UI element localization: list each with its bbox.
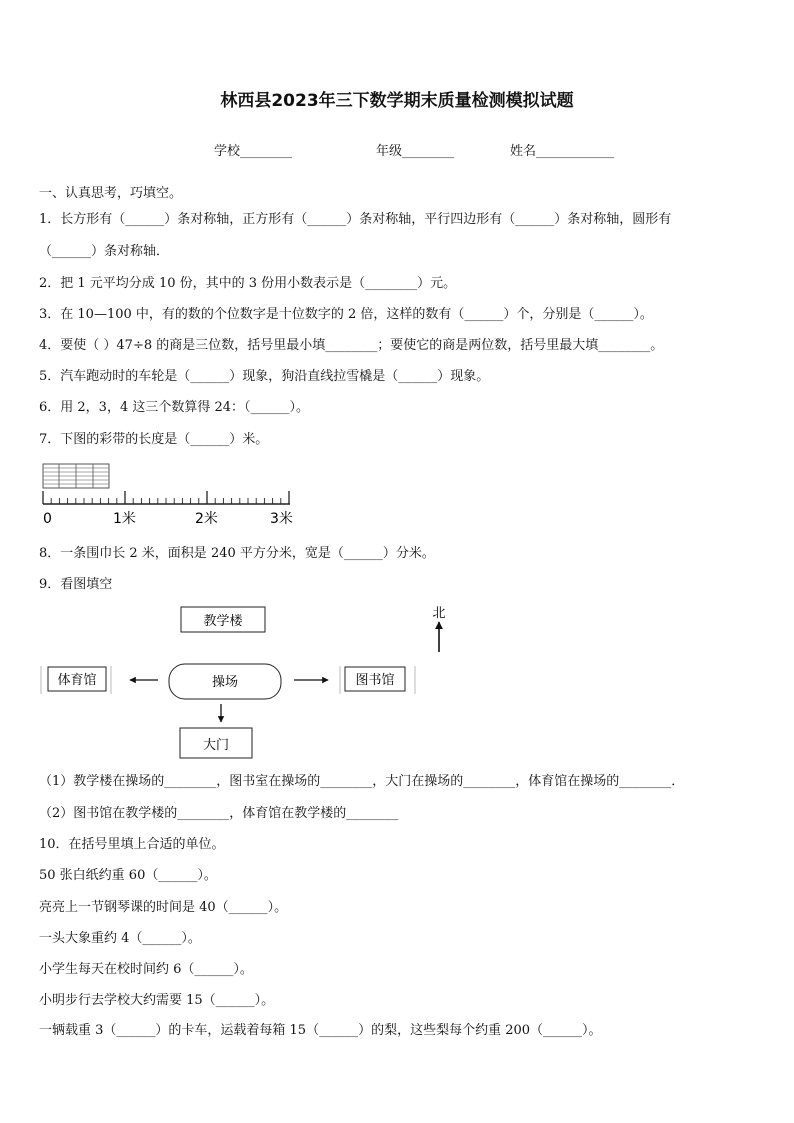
question-1-line-2: （______）条对称轴． (39, 244, 170, 259)
question-10-item: 亮亮上一节钢琴课的时间是 40（______）。 (39, 900, 288, 915)
direction-diagram (38, 600, 458, 765)
ruler-label-0: 0 (43, 511, 52, 527)
ruler-svg (38, 460, 308, 530)
question-10-item: 小学生每天在校时间约 6（______）。 (39, 962, 253, 977)
question-10-item: 一辆载重 3（______）的卡车，运载着每箱 15（______）的梨，这些梨每个约重 200（______）。 (39, 1023, 602, 1038)
ruler-ticks (43, 491, 289, 504)
question-2: 2．把 1 元平均分成 10 份，其中的 3 份用小数表示是（________）元。 (39, 276, 457, 291)
question-10-item: 小明步行去学校大约需要 15（______）。 (39, 993, 275, 1008)
gym-label: 体育馆 (57, 673, 97, 688)
ribbon-graphic (43, 464, 109, 488)
question-7: 7．下图的彩带的长度是（______）米。 (39, 432, 269, 447)
teaching-building-label: 教学楼 (203, 614, 243, 629)
question-3: 3．在 10—100 中，有的数的个位数字是十位数字的 2 倍，这样的数有（______）个，分别是（______）。 (39, 307, 653, 322)
ruler-label-3m: 3米 (270, 511, 293, 527)
library-label: 图书馆 (355, 673, 395, 688)
grade-field-label: 年级________ (376, 144, 455, 159)
ruler-figure (38, 460, 308, 530)
section-heading: 一、认真思考，巧填空。 (39, 186, 183, 201)
north-label: 北 (432, 606, 446, 621)
ruler-label-2m: 2米 (195, 511, 218, 527)
name-field-label: 姓名____________ (510, 144, 615, 159)
page-title: 林西县2023年三下数学期末质量检测模拟试题 (220, 91, 574, 111)
question-6: 6．用 2，3，4 这三个数算得 24：（______）。 (39, 400, 310, 415)
school-field-label: 学校________ (214, 144, 293, 159)
question-10-item: 50 张白纸约重 60（______）。 (39, 868, 217, 883)
question-9-part-1: （1）教学楼在操场的________，图书室在操场的________，大门在操场的________，体育馆在操场的________． (39, 774, 685, 789)
question-9: 9．看图填空 (39, 577, 113, 592)
question-1-line-1: 1．长方形有（______）条对称轴，正方形有（______）条对称轴，平行四边形有（______）条对称轴，圆形有 (39, 212, 672, 227)
question-9-part-2: （2）图书馆在教学楼的________，体育馆在教学楼的________ (39, 806, 399, 821)
question-10: 10．在括号里填上合适的单位。 (39, 837, 225, 852)
question-5: 5．汽车跑动时的车轮是（______）现象，狗沿直线拉雪橇是（______）现象。 (39, 369, 490, 384)
playground-label: 操场 (211, 675, 239, 690)
direction-diagram-svg (38, 600, 458, 765)
gate-label: 大门 (202, 738, 230, 753)
question-8: 8．一条围巾长 2 米，面积是 240 平方分米，宽是（______）分米。 (39, 546, 435, 561)
ruler-label-1m: 1米 (113, 511, 136, 527)
question-10-item: 一头大象重约 4（______）。 (39, 931, 201, 946)
question-4: 4．要使（ ）47÷8 的商是三位数，括号里最小填________；要使它的商是两位数，括号里最大填________。 (39, 338, 664, 353)
